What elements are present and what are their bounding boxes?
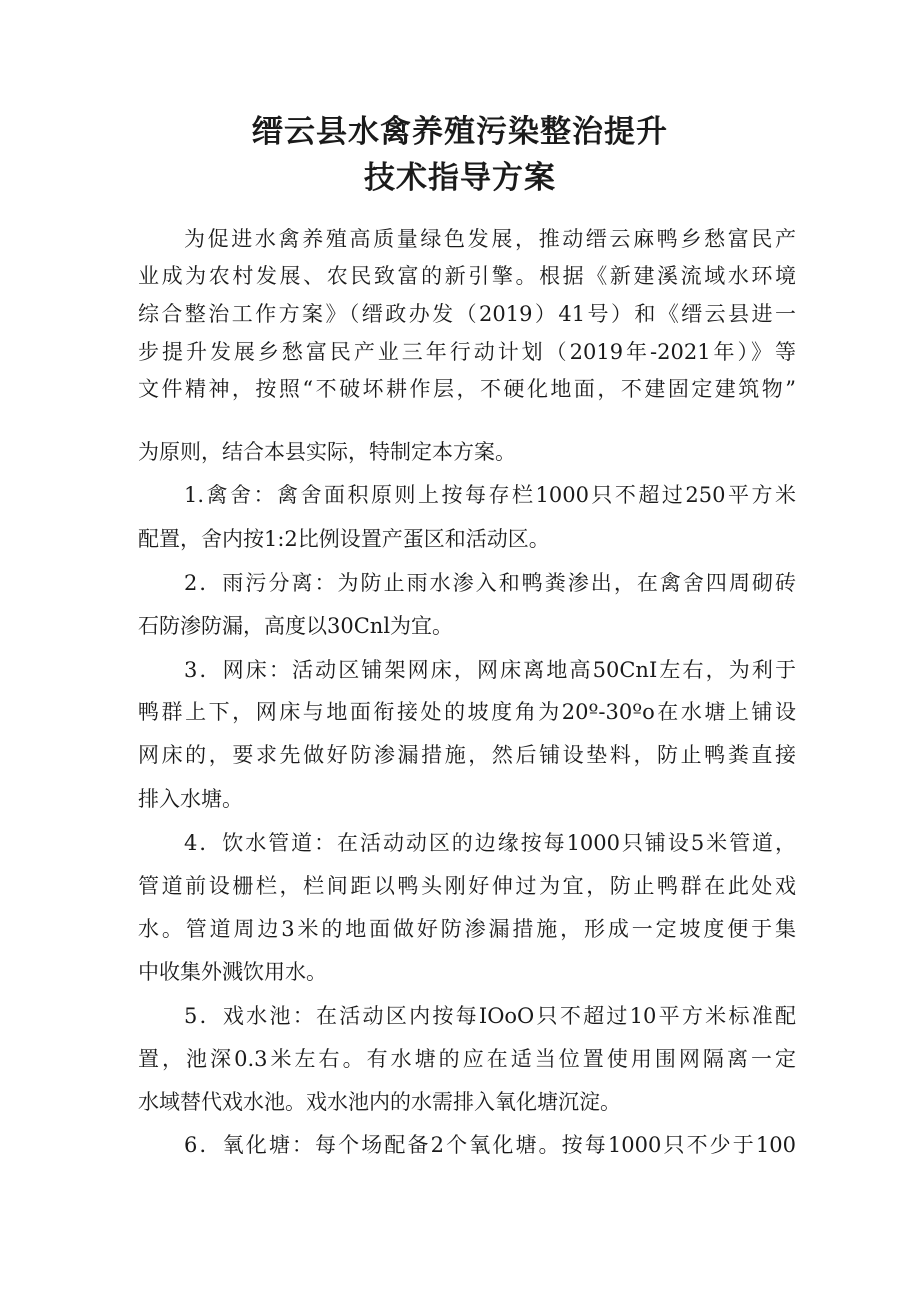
text-line: 配置，舍内按1:2比例设置产蛋区和活动区。	[138, 527, 550, 551]
text-line: 为原则，结合本县实际，特制定本方案。	[138, 440, 516, 464]
text-line: 6．氧化塘：每个场配备2个氧化塘。按每1000只不少于100	[184, 1133, 796, 1157]
text-line: 网床的，要求先做好防渗漏措施，然后铺设垫料，防止鸭粪直接	[138, 743, 796, 767]
document-title-line-1: 缙云县水禽养殖污染整治提升	[252, 114, 668, 150]
text-line: 排入水塘。	[138, 787, 243, 811]
text-line: 鸭群上下，网床与地面衔接处的坡度角为20º-30ºo在水塘上铺设	[138, 700, 796, 724]
text-line: 置，池深0.3米左右。有水塘的应在适当位置使用围网隔离一定	[138, 1047, 796, 1071]
text-line: 2．雨污分离：为防止雨水渗入和鸭粪渗出，在禽舍四周砌砖	[184, 571, 796, 595]
text-line: 综合整治工作方案》（缙政办发（2019）41号）和《缙云县进一	[138, 302, 796, 326]
text-line: 中收集外溅饮用水。	[138, 960, 327, 984]
text-line: 步提升发展乡愁富民产业三年行动计划（2019年-2021年）》等	[138, 340, 796, 364]
text-line: 业成为农村发展、农民致富的新引擎。根据《新建溪流域水环境	[138, 264, 796, 288]
text-line: 3．网床：活动区铺架网床，网床离地高50CnI左右，为利于	[184, 658, 796, 682]
text-line: 5．戏水池：在活动区内按每IOoO只不超过10平方米标准配	[184, 1004, 796, 1028]
text-line: 水域替代戏水池。戏水池内的水需排入氧化塘沉淀。	[138, 1090, 621, 1114]
text-line: 1.禽舍：禽舍面积原则上按每存栏1000只不超过250平方米	[184, 483, 796, 507]
text-line: 石防渗防漏，高度以30Cnl为宜。	[138, 614, 454, 638]
document-title-line-2: 技术指导方案	[364, 160, 556, 196]
text-line: 文件精神，按照“不破坏耕作层，不硬化地面，不建固定建筑物”	[138, 377, 796, 401]
text-line: 为促进水禽养殖高质量绿色发展，推动缙云麻鸭乡愁富民产	[184, 227, 796, 251]
text-line: 水。管道周边3米的地面做好防渗漏措施，形成一定坡度便于集	[138, 917, 796, 941]
text-line: 4．饮水管道：在活动动区的边缘按每1000只铺设5米管道，	[184, 831, 796, 855]
text-line: 管道前设栅栏，栏间距以鸭头刚好伸过为宜，防止鸭群在此处戏	[138, 874, 796, 898]
